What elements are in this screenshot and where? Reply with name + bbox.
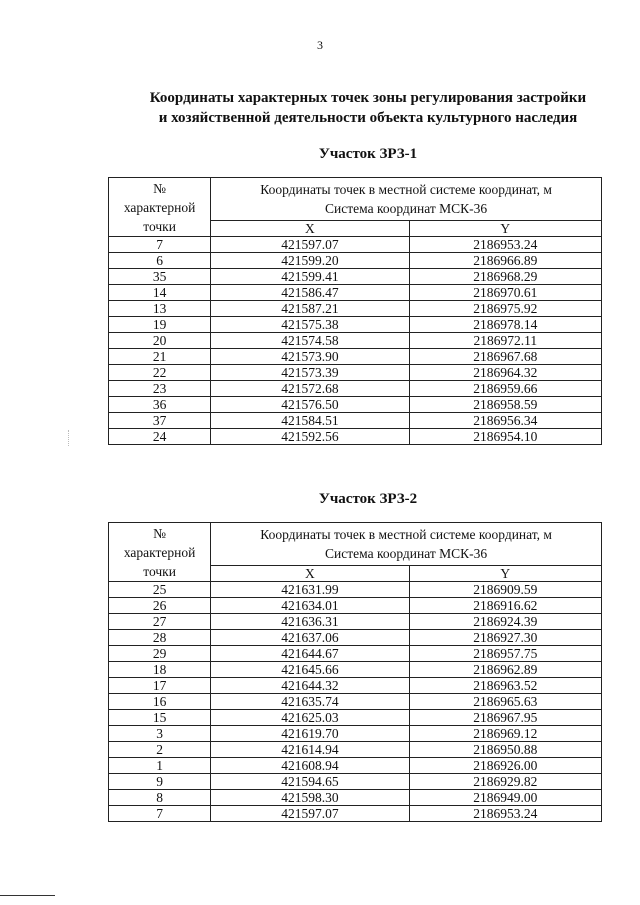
section-title-zrz-1: Участок ЗРЗ-1	[318, 146, 418, 162]
y-coordinate-cell: 2186929.82	[409, 774, 601, 790]
point-number-cell: 8	[109, 790, 211, 806]
header-line: Координаты точек в местной системе координат, м	[260, 182, 552, 197]
x-coordinate-cell: 421586.47	[211, 285, 409, 301]
coordinates-header	[211, 523, 602, 566]
x-coordinate-cell: 421619.70	[211, 726, 409, 742]
page-number: 3	[317, 38, 323, 52]
y-coordinate-cell: 2186953.24	[409, 237, 601, 253]
document-title	[118, 88, 618, 128]
table-row	[109, 694, 602, 710]
table-row	[109, 630, 602, 646]
header-line: Система координат МСК-36	[325, 201, 488, 216]
x-coordinate-cell: 421608.94	[211, 758, 409, 774]
table-row	[109, 806, 602, 822]
point-number-cell: 1	[109, 758, 211, 774]
point-number-cell: 35	[109, 269, 211, 285]
x-coordinate-cell: 421572.68	[211, 381, 409, 397]
y-coordinate-cell: 2186909.59	[409, 582, 601, 598]
y-coordinate-cell: 2186953.24	[409, 806, 601, 822]
y-coordinate-cell: 2186962.89	[409, 662, 601, 678]
y-coordinate-cell: 2186926.00	[409, 758, 601, 774]
table-header-row	[109, 178, 602, 221]
y-coordinate-cell: 2186959.66	[409, 381, 601, 397]
point-number-cell: 7	[109, 237, 211, 253]
y-coordinate-cell: 2186963.52	[409, 678, 601, 694]
table-row	[109, 301, 602, 317]
point-number-cell: 6	[109, 253, 211, 269]
point-number-cell: 19	[109, 317, 211, 333]
header-line: характерной	[123, 544, 196, 560]
x-coordinate-cell: 421587.21	[211, 301, 409, 317]
y-coordinate-cell: 2186967.95	[409, 710, 601, 726]
table-row	[109, 333, 602, 349]
point-number-header	[109, 178, 211, 237]
point-number-cell: 21	[109, 349, 211, 365]
x-coordinate-cell: 421635.74	[211, 694, 409, 710]
point-number-cell: 25	[109, 582, 211, 598]
table-header-row	[109, 523, 602, 566]
x-coordinate-cell: 421636.31	[211, 614, 409, 630]
table-row	[109, 365, 602, 381]
x-coordinate-cell: 421592.56	[211, 429, 409, 445]
y-coordinate-cell: 2186950.88	[409, 742, 601, 758]
table-row	[109, 413, 602, 429]
table-row	[109, 758, 602, 774]
x-coordinate-cell: 421594.65	[211, 774, 409, 790]
y-coordinate-cell: 2186949.00	[409, 790, 601, 806]
point-number-cell: 15	[109, 710, 211, 726]
table-row	[109, 429, 602, 445]
x-coordinate-cell: 421575.38	[211, 317, 409, 333]
y-coordinate-cell: 2186957.75	[409, 646, 601, 662]
y-coordinate-cell: 2186966.89	[409, 253, 601, 269]
point-number-cell: 13	[109, 301, 211, 317]
table-row	[109, 598, 602, 614]
table-row	[109, 774, 602, 790]
x-coordinate-cell: 421634.01	[211, 598, 409, 614]
y-coordinate-cell: 2186965.63	[409, 694, 601, 710]
table-row	[109, 742, 602, 758]
table-row	[109, 317, 602, 333]
y-coordinate-cell: 2186975.92	[409, 301, 601, 317]
x-coordinate-cell: 421573.90	[211, 349, 409, 365]
point-number-cell: 29	[109, 646, 211, 662]
y-coordinate-cell: 2186924.39	[409, 614, 601, 630]
header-line: точки	[143, 218, 176, 234]
point-number-cell: 26	[109, 598, 211, 614]
y-coordinate-cell: 2186969.12	[409, 726, 601, 742]
point-number-cell: 20	[109, 333, 211, 349]
y-coordinate-cell: 2186978.14	[409, 317, 601, 333]
header-line: Координаты точек в местной системе координат, м	[260, 527, 552, 542]
table-row	[109, 237, 602, 253]
y-coordinate-cell: 2186956.34	[409, 413, 601, 429]
table-row	[109, 646, 602, 662]
y-coordinate-cell: 2186964.32	[409, 365, 601, 381]
x-coordinate-cell: 421597.07	[211, 237, 409, 253]
coordinates-table-zrz-1	[108, 177, 602, 445]
y-column-header: Y	[409, 566, 601, 582]
header-line: характерной	[123, 199, 196, 215]
x-coordinate-cell: 421644.67	[211, 646, 409, 662]
x-coordinate-cell: 421599.41	[211, 269, 409, 285]
point-number-cell: 18	[109, 662, 211, 678]
y-coordinate-cell: 2186968.29	[409, 269, 601, 285]
table-row	[109, 710, 602, 726]
point-number-cell: 23	[109, 381, 211, 397]
table-row	[109, 269, 602, 285]
y-coordinate-cell: 2186967.68	[409, 349, 601, 365]
point-number-header	[109, 523, 211, 582]
x-column-header: X	[211, 566, 409, 582]
table-row	[109, 582, 602, 598]
y-coordinate-cell: 2186927.30	[409, 630, 601, 646]
y-column-header: Y	[409, 221, 601, 237]
x-coordinate-cell: 421584.51	[211, 413, 409, 429]
coordinates-header	[211, 178, 602, 221]
table-row	[109, 397, 602, 413]
table-row	[109, 381, 602, 397]
point-number-cell: 27	[109, 614, 211, 630]
point-number-cell: 36	[109, 397, 211, 413]
section-title-zrz-2: Участок ЗРЗ-2	[318, 491, 418, 507]
x-coordinate-cell: 421644.32	[211, 678, 409, 694]
y-coordinate-cell: 2186916.62	[409, 598, 601, 614]
document-title-line-1: Координаты характерных точек зоны регулирования застройки	[149, 90, 587, 106]
point-number-cell: 3	[109, 726, 211, 742]
y-coordinate-cell: 2186958.59	[409, 397, 601, 413]
header-line: №	[153, 180, 167, 196]
point-number-cell: 9	[109, 774, 211, 790]
table-body	[109, 582, 602, 822]
header-line: Система координат МСК-36	[325, 546, 488, 561]
table-row	[109, 614, 602, 630]
x-coordinate-cell: 421625.03	[211, 710, 409, 726]
x-coordinate-cell: 421631.99	[211, 582, 409, 598]
table-row	[109, 662, 602, 678]
x-coordinate-cell: 421573.39	[211, 365, 409, 381]
header-line: №	[153, 525, 167, 541]
point-number-cell: 24	[109, 429, 211, 445]
point-number-cell: 2	[109, 742, 211, 758]
point-number-cell: 7	[109, 806, 211, 822]
table-row	[109, 790, 602, 806]
x-coordinate-cell: 421597.07	[211, 806, 409, 822]
point-number-cell: 37	[109, 413, 211, 429]
x-coordinate-cell: 421599.20	[211, 253, 409, 269]
y-coordinate-cell: 2186972.11	[409, 333, 601, 349]
y-coordinate-cell: 2186954.10	[409, 429, 601, 445]
document-title-line-2: и хозяйственной деятельности объекта культурного наследия	[158, 110, 578, 126]
y-coordinate-cell: 2186970.61	[409, 285, 601, 301]
x-coordinate-cell: 421614.94	[211, 742, 409, 758]
x-coordinate-cell: 421574.58	[211, 333, 409, 349]
point-number-cell: 22	[109, 365, 211, 381]
table-row	[109, 349, 602, 365]
point-number-cell: 17	[109, 678, 211, 694]
x-coordinate-cell: 421645.66	[211, 662, 409, 678]
x-column-header: X	[211, 221, 409, 237]
coordinates-table-zrz-2	[108, 522, 602, 822]
point-number-cell: 14	[109, 285, 211, 301]
footer-rule	[0, 895, 55, 896]
point-number-cell: 28	[109, 630, 211, 646]
table-row	[109, 726, 602, 742]
table-body	[109, 237, 602, 445]
header-line: точки	[143, 563, 176, 579]
x-coordinate-cell: 421598.30	[211, 790, 409, 806]
table-row	[109, 253, 602, 269]
point-number-cell: 16	[109, 694, 211, 710]
table-row	[109, 285, 602, 301]
table-row	[109, 678, 602, 694]
x-coordinate-cell: 421637.06	[211, 630, 409, 646]
margin-mark	[68, 430, 70, 446]
x-coordinate-cell: 421576.50	[211, 397, 409, 413]
